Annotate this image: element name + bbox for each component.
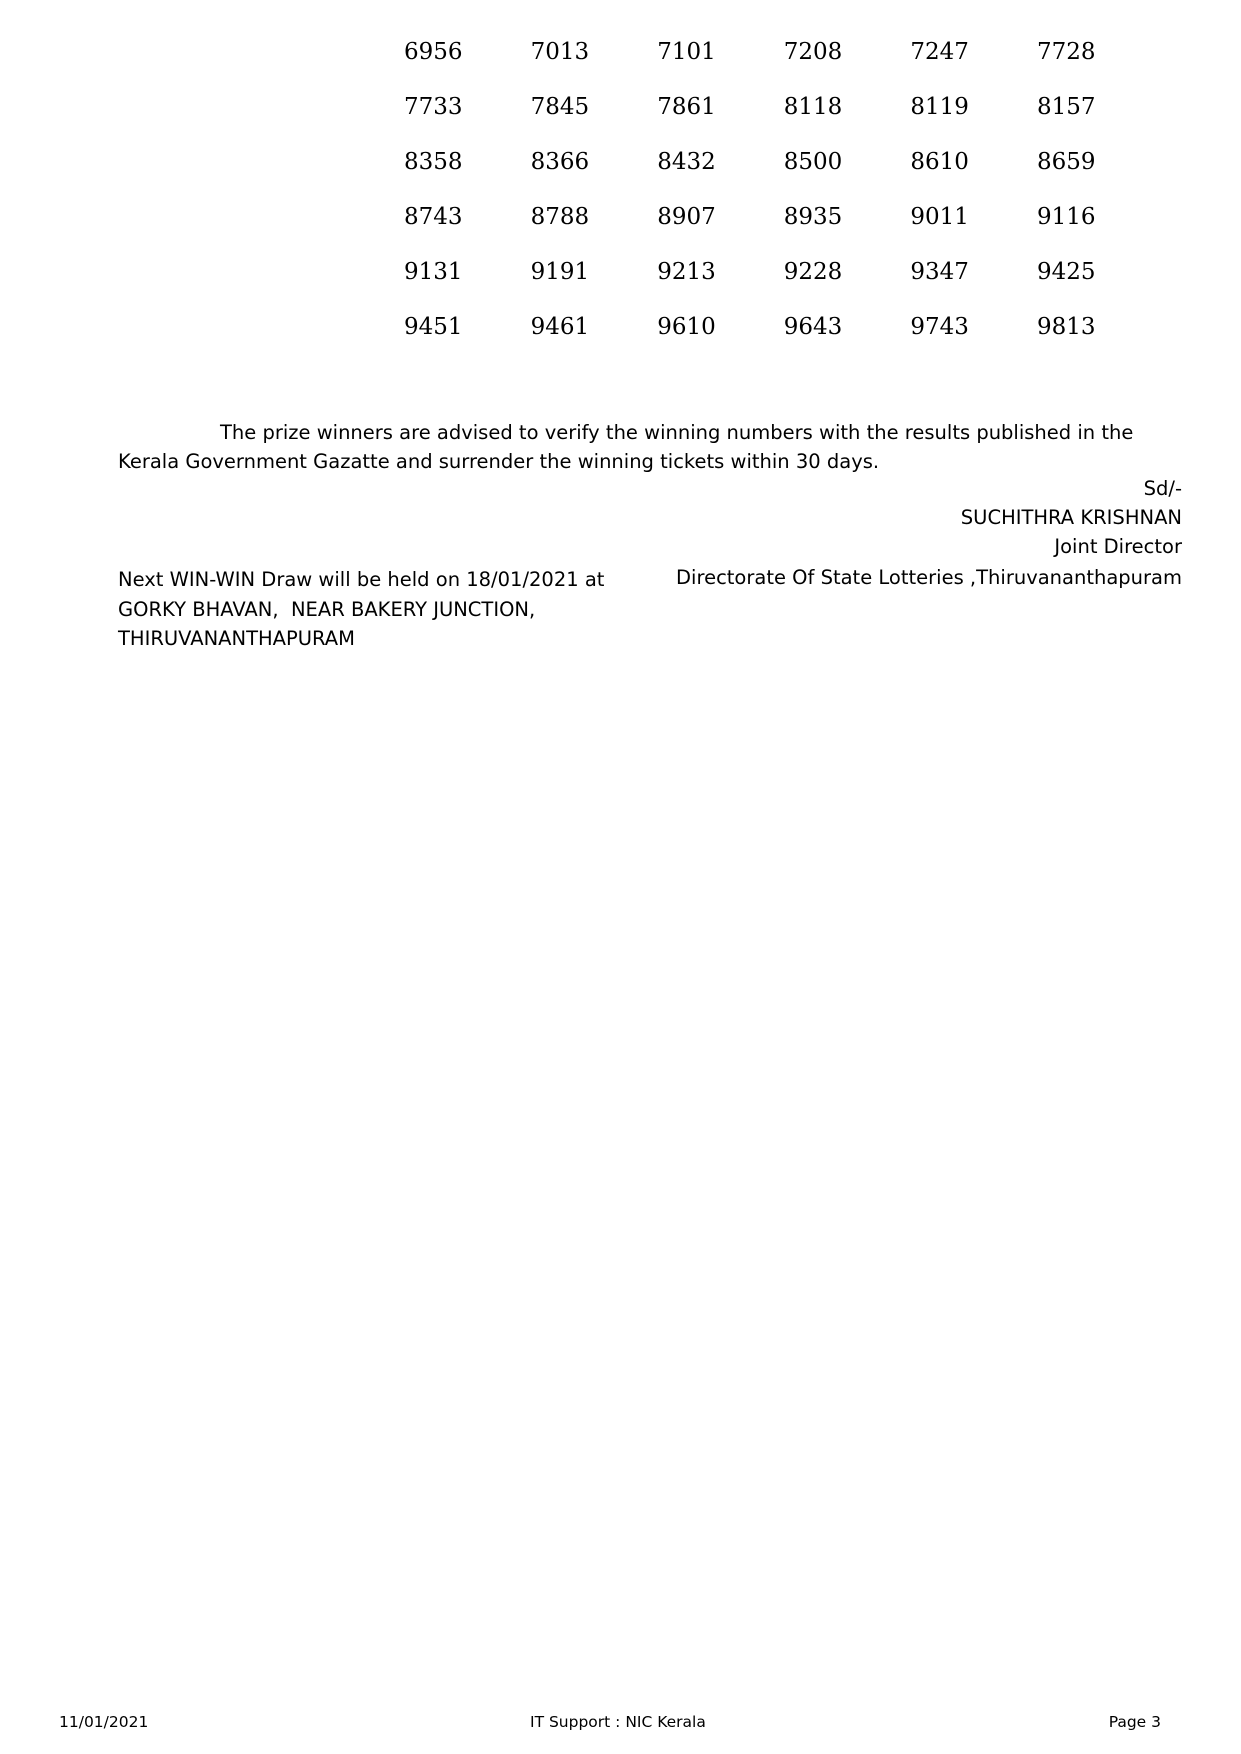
signatory-office: Directorate Of State Lotteries ,Thiruvananthapuram — [676, 566, 1182, 589]
winning-number: 9191 — [530, 259, 590, 285]
winning-number: 9347 — [910, 259, 969, 285]
winning-number: 7728 — [1036, 39, 1096, 65]
footer-date: 11/01/2021 — [59, 1713, 149, 1731]
winning-number: 9451 — [404, 314, 463, 340]
signatory-name: SUCHITHRA KRISHNAN — [960, 506, 1182, 529]
winning-number: 8743 — [404, 204, 463, 230]
winning-number: 7247 — [910, 39, 969, 65]
winning-number: 9610 — [657, 314, 716, 340]
winning-number: 9011 — [910, 204, 969, 230]
winning-number: 7733 — [404, 94, 463, 120]
winning-number: 7013 — [530, 39, 590, 65]
winning-number: 8659 — [1036, 149, 1096, 175]
winning-number: 7845 — [530, 94, 590, 120]
winning-number: 8358 — [404, 149, 463, 175]
winning-number: 8610 — [910, 149, 969, 175]
signature-sd: Sd/- — [1143, 477, 1182, 500]
footer-support: IT Support : NIC Kerala — [530, 1713, 706, 1731]
winning-number: 7208 — [783, 39, 843, 65]
prize-notice-text: The prize winners are advised to verify the winning numbers with the results published in the Kerala Government Gazatte and surrender the winning tickets within 30 days. — [118, 421, 1134, 473]
winning-number: 7101 — [657, 39, 716, 65]
winning-number: 9116 — [1036, 204, 1096, 230]
winning-number: 8119 — [910, 94, 969, 120]
winning-number: 8500 — [783, 149, 843, 175]
next-draw-line-2: GORKY BHAVAN, NEAR BAKERY JUNCTION, — [118, 597, 536, 621]
next-draw-line-3: THIRUVANANTHAPURAM — [118, 627, 355, 650]
winning-number: 8118 — [783, 94, 843, 120]
winning-number: 7861 — [657, 94, 716, 120]
winning-number: 9643 — [783, 314, 843, 340]
signatory-title: Joint Director — [1054, 535, 1182, 558]
winning-number: 6956 — [404, 39, 463, 65]
winning-number: 8907 — [657, 204, 716, 230]
winning-number: 8366 — [530, 149, 590, 175]
footer-page-number: Page 3 — [1108, 1713, 1161, 1731]
winning-number: 8788 — [530, 204, 590, 230]
winning-number: 9461 — [530, 314, 590, 340]
winning-number: 9213 — [657, 259, 716, 285]
winning-number: 9743 — [910, 314, 969, 340]
winning-number: 9813 — [1036, 314, 1096, 340]
winning-number: 9425 — [1036, 259, 1096, 285]
next-draw-line-1: Next WIN-WIN Draw will be held on 18/01/2021 at — [118, 568, 605, 591]
prize-notice — [118, 418, 1180, 476]
winning-number: 8935 — [783, 204, 843, 230]
winning-number: 8432 — [657, 149, 716, 175]
winning-number: 9228 — [783, 259, 843, 285]
next-draw-info — [118, 565, 638, 654]
winning-number: 9131 — [404, 259, 463, 285]
winning-number: 8157 — [1036, 94, 1096, 120]
winning-numbers-grid — [378, 40, 1138, 370]
